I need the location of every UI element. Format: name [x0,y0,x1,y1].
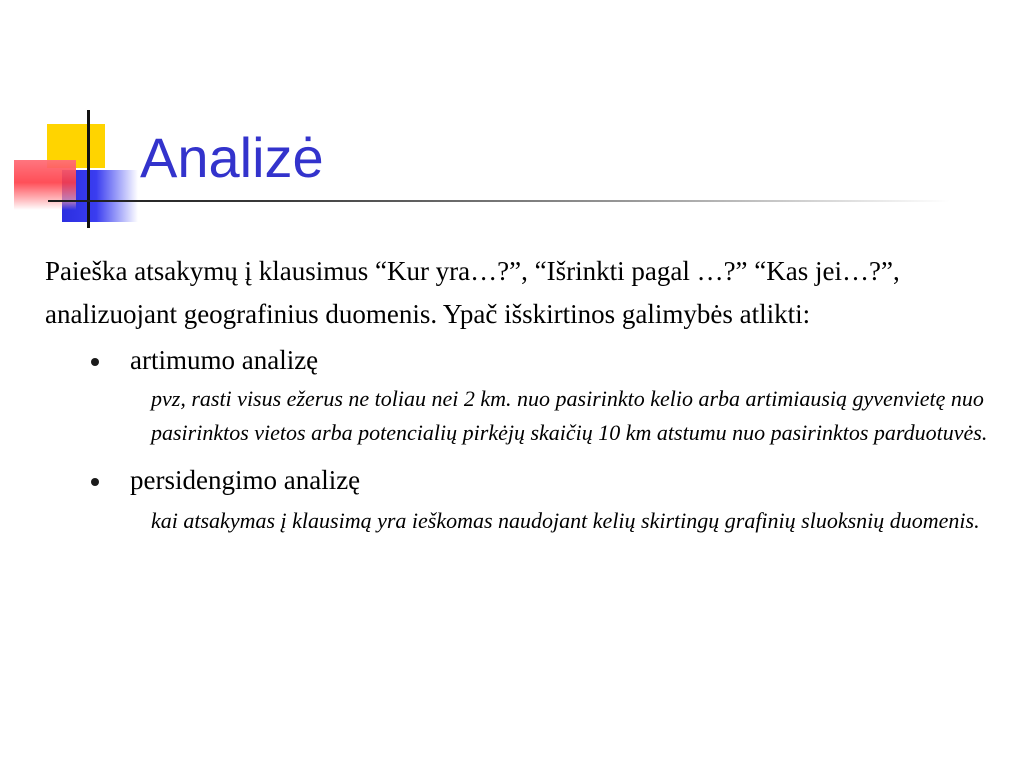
vertical-rule [87,110,90,228]
slide-title: Analizė [140,126,324,189]
bullet-item-2 [45,460,995,500]
red-square [14,160,76,210]
intro-paragraph: Paieška atsakymų į klausimus “Kur yra…?”, “Išrinkti pagal …?” “Kas jei…?”, analizuojant geografinius duomenis. Ypač išskirtinos galimybės atlikti: [45,256,900,329]
title-underline [48,200,950,202]
slide-body [45,250,995,538]
bullet-detail-1: pvz, rasti visus ežerus ne toliau nei 2 km. nuo pasirinkto kelio arba artimiausią gyvenvietę nuo pasirinktos vietos arba potencialių pirkėjų skaičių 10 km atstumu nuo pasirinktos parduotuvės. [151,386,988,445]
corner-squares-logo-icon [0,0,150,240]
bullet-label: persidengimo analizę [130,465,361,495]
bullet-item-1 [45,340,995,380]
bullet-label: artimumo analizę [130,345,319,375]
bullet-detail-2: kai atsakymas į klausimą yra ieškomas naudojant kelių skirtingų grafinių sluoksnių duomenis. [151,508,980,533]
bullet-dot-icon [91,358,99,366]
bullet-dot-icon [91,478,99,486]
